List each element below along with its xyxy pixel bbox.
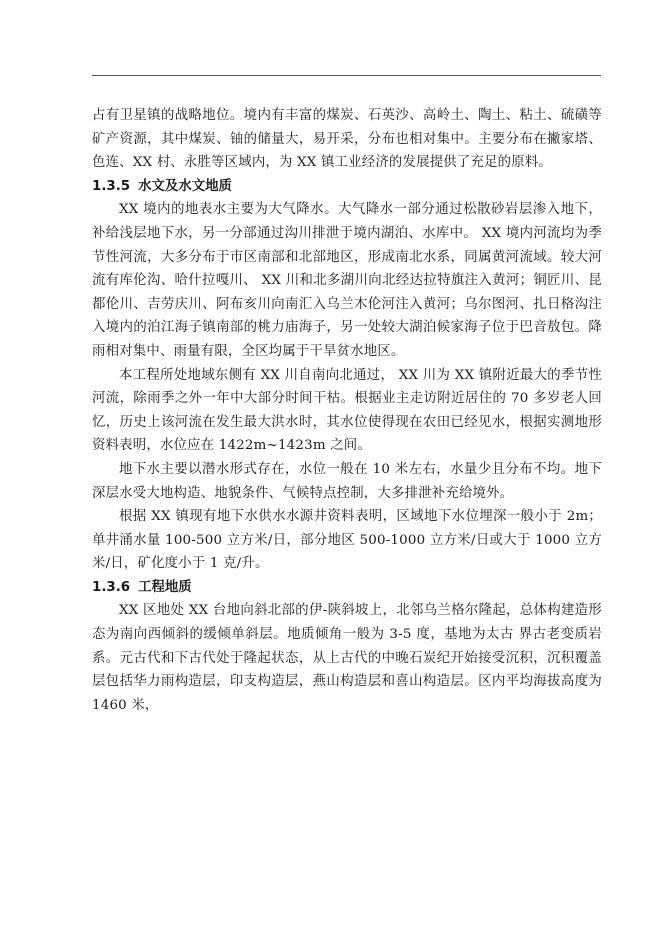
section-number: 1.3.6 [92, 579, 131, 595]
header-rule [92, 75, 601, 76]
document-body [92, 104, 602, 717]
section-title: 水文及水文地质 [138, 178, 232, 194]
paragraph-well-data: 根据 XX 镇现有地下水供水水源井资料表明，区域地下水位埋深一般小于 2m；单井涌水量 100-500 立方米/日，部分地区 500-1000 立方米/日或大于 1000 立方米/日，矿化度小于 1 克/升。 [92, 509, 602, 572]
section-heading-hydrology [92, 175, 602, 199]
section-number: 1.3.5 [92, 178, 131, 194]
paragraph-river-flood: 本工程所处地域东侧有 XX 川自南向北通过， XX 川为 XX 镇附近最大的季节性河流，除雨季之外一年中大部分时间干枯。根据业主走访附近居住的 70 多岁老人回忆，历史上该河流在发生最大洪水时，其水位使得现在农田已经见水，根据实测地形资料表明，水位应在 1422m~1423m 之间。 [92, 367, 602, 454]
paragraph-surface-water: XX 境内的地表水主要为大气降水。大气降水一部分通过松散砂岩层渗入地下，补给浅层地下水，另一分部通过沟川排泄于境内湖泊、水库中。 XX 境内河流均为季节性河流，大多分布于市区南部和北部地区，形成南北水系，同属黄河流域。较大河流有库伦沟、哈什拉嘎川、 XX 川和北多湖川向北经达拉特旗注入黄河；铜匠川、昆都伦川、吉劳庆川、阿布亥川向南汇入乌兰木伦河注入黄河；乌尔图河、扎日格沟注入境内的泊江海子镇南部的桃力庙海子，另一处较大湖泊候家海子位于巴音敖包。降雨相对集中、雨量有限，全区均属于干旱贫水地区。 [92, 202, 602, 359]
paragraph-geology: XX 区地处 XX 台地向斜北部的伊-陕斜坡上，北邻乌兰格尔隆起，总体构建造形态为南向西倾斜的缓倾单斜层。地质倾角一般为 3-5 度，基地为太古 界古老变质岩系。元古代和下古代处于隆起状态，从上古代的中晚石炭纪开始接受沉积，沉积覆盖层包括华力雨构造层，印支构造层，燕山构造层和喜山构造层。区内平均海拔高度为1460 米， [92, 603, 602, 713]
section-title: 工程地质 [138, 579, 192, 595]
paragraph-mineral-resources: 占有卫星镇的战略地位。境内有丰富的煤炭、石英沙、高岭土、陶土、粘土、硫磺等矿产资源，其中煤炭、铀的储量大，易开采，分布也相对集中。主要分布在撇家塔、色连、XX 村、永胜等区域内，为 XX 镇工业经济的发展提供了充足的原料。 [92, 108, 602, 171]
paragraph-groundwater: 地下水主要以潜水形式存在，水位一般在 10 米左右，水量少且分布不均。地下深层水受大地构造、地貌条件、气候特点控制，大多排泄补充给境外。 [92, 461, 602, 501]
section-heading-geology [92, 576, 602, 600]
